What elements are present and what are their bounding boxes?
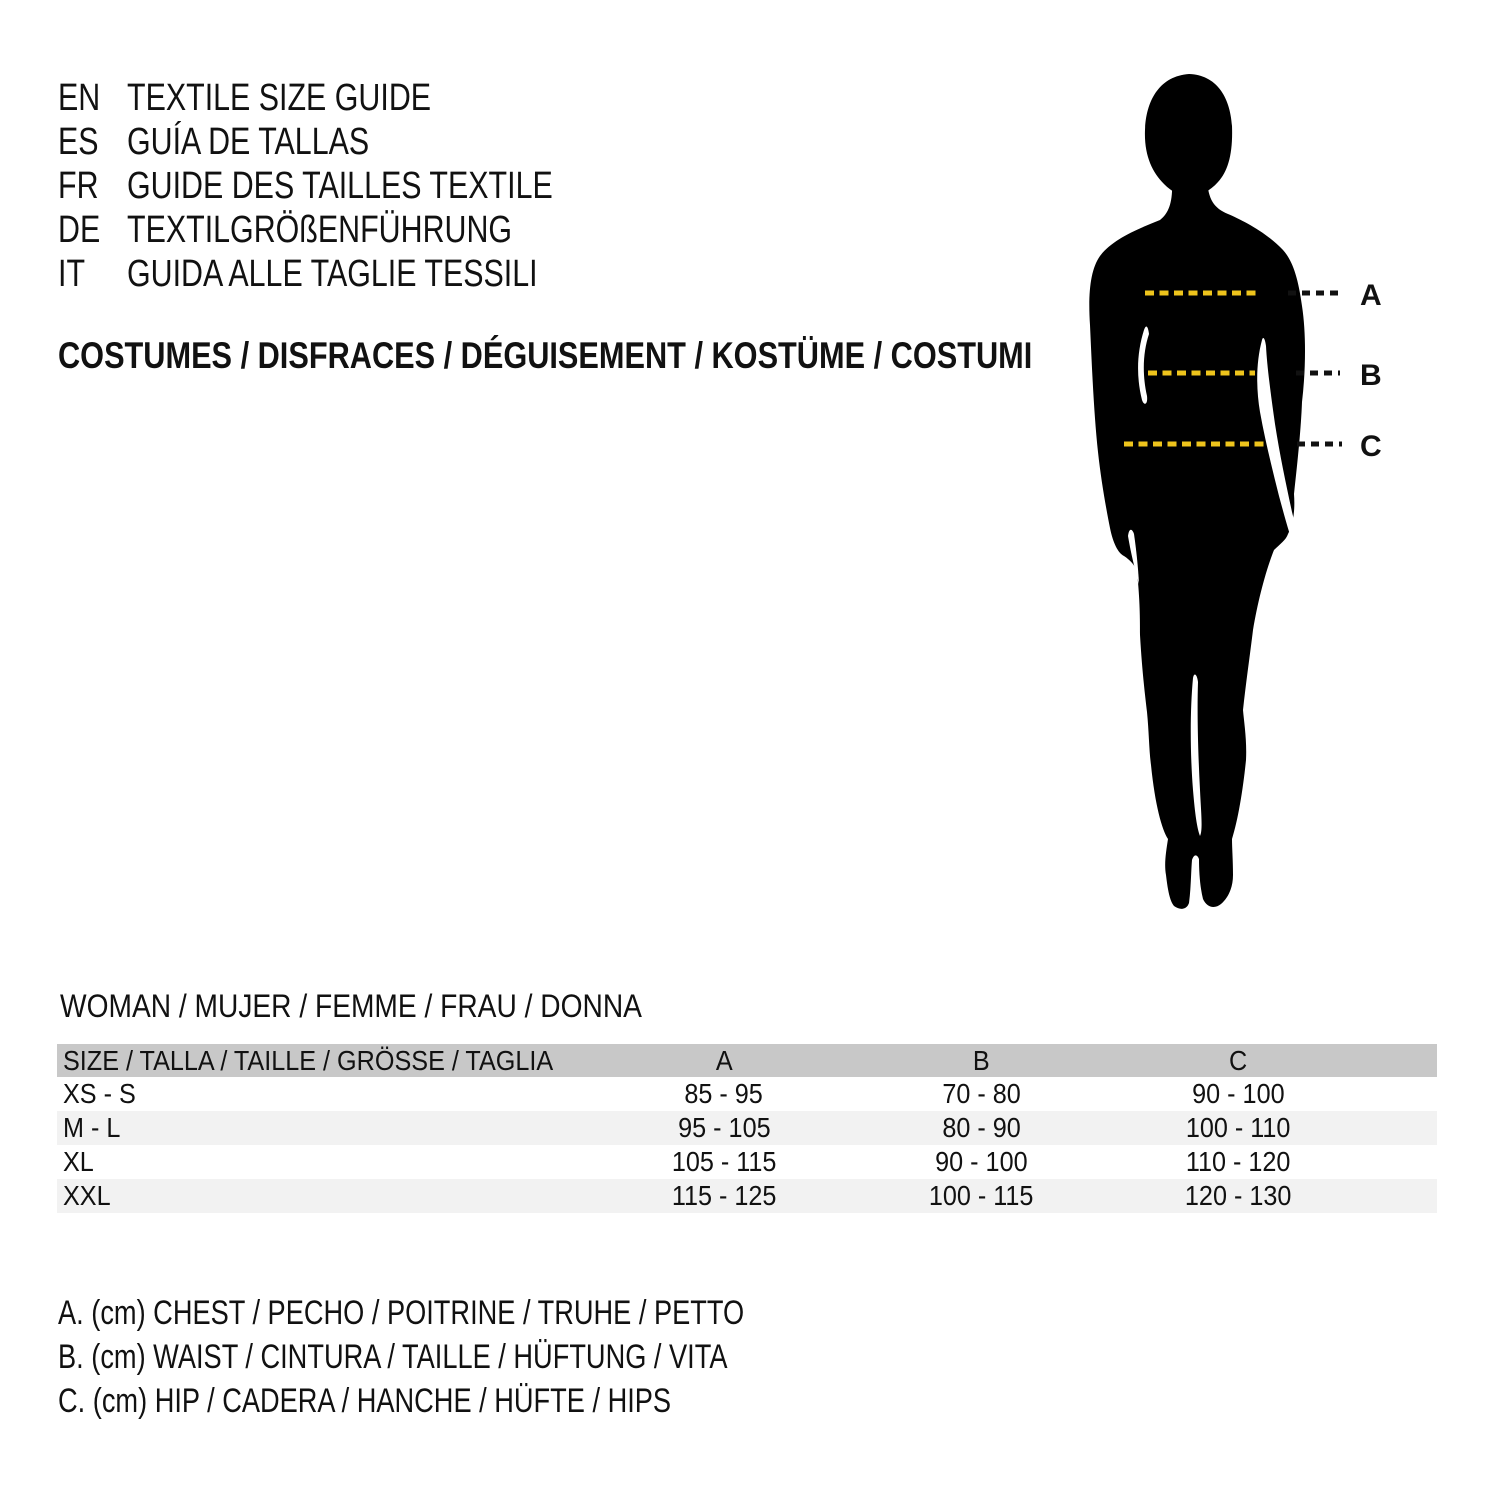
size-cell: XS - S (63, 1078, 136, 1109)
woman-silhouette (1089, 74, 1305, 909)
legend-chest: A. (cm) CHEST / PECHO / POITRINE / TRUHE / PETTO (58, 1294, 745, 1332)
guide-title-de: TEXTILGRÖßENFÜHRUNG (127, 209, 513, 251)
guide-title-fr: GUIDE DES TAILLES TEXTILE (127, 165, 553, 207)
language-code: IT (58, 253, 86, 295)
waist-range: 90 - 100 (935, 1146, 1028, 1177)
table-row-xxl (57, 1179, 1437, 1213)
table-row-m-l (57, 1111, 1437, 1145)
table-row-xl (57, 1145, 1437, 1179)
header-a: A (715, 1044, 733, 1076)
waist-range: 70 - 80 (942, 1078, 1021, 1109)
hip-range: 100 - 110 (1186, 1112, 1291, 1143)
language-code: ES (58, 121, 99, 163)
waist-range: 80 - 90 (942, 1112, 1021, 1143)
legend-hip: C. (cm) HIP / CADERA / HANCHE / HÜFTE / HIPS (58, 1382, 672, 1420)
hip-range: 90 - 100 (1192, 1078, 1285, 1109)
table-row-xs-s (57, 1077, 1437, 1111)
header-b: B (973, 1044, 990, 1076)
legend-waist: B. (cm) WAIST / CINTURA / TAILLE / HÜFTUNG / VITA (58, 1338, 728, 1376)
header-c: C (1229, 1044, 1248, 1076)
language-code: EN (58, 77, 101, 119)
chest-range: 95 - 105 (677, 1112, 771, 1143)
size-cell: M - L (63, 1112, 121, 1143)
measurement-diagram (1040, 60, 1420, 930)
chest-range: 105 - 115 (671, 1146, 777, 1177)
size-cell: XXL (63, 1180, 111, 1211)
size-cell: XL (63, 1146, 94, 1177)
measurement-legend (58, 1291, 916, 1423)
label-c: C (1360, 430, 1382, 463)
table-header-row (57, 1044, 1437, 1077)
chest-range: 85 - 95 (684, 1078, 764, 1109)
silhouette-head (1145, 74, 1232, 197)
section-title-woman: WOMAN / MUJER / FEMME / FRAU / DONNA (60, 988, 642, 1024)
size-table (57, 1044, 1437, 1213)
guide-title-es: GUÍA DE TALLAS (127, 121, 370, 163)
category-heading: COSTUMES / DISFRACES / DÉGUISEMENT / KOSTÜME / COSTUMI (58, 335, 1033, 376)
guide-title-it: GUIDA ALLE TAGLIE TESSILI (127, 253, 538, 295)
hip-range: 110 - 120 (1186, 1146, 1291, 1177)
chest-range: 115 - 125 (671, 1180, 777, 1211)
label-a: A (1360, 279, 1382, 312)
language-code: FR (58, 165, 99, 207)
header-size: SIZE / TALLA / TAILLE / GRÖSSE / TAGLIA (63, 1044, 554, 1076)
language-code: DE (58, 209, 101, 251)
hip-range: 120 - 130 (1185, 1180, 1292, 1211)
waist-range: 100 - 115 (929, 1180, 1034, 1211)
guide-title-en: TEXTILE SIZE GUIDE (127, 77, 432, 119)
label-b: B (1360, 359, 1382, 392)
